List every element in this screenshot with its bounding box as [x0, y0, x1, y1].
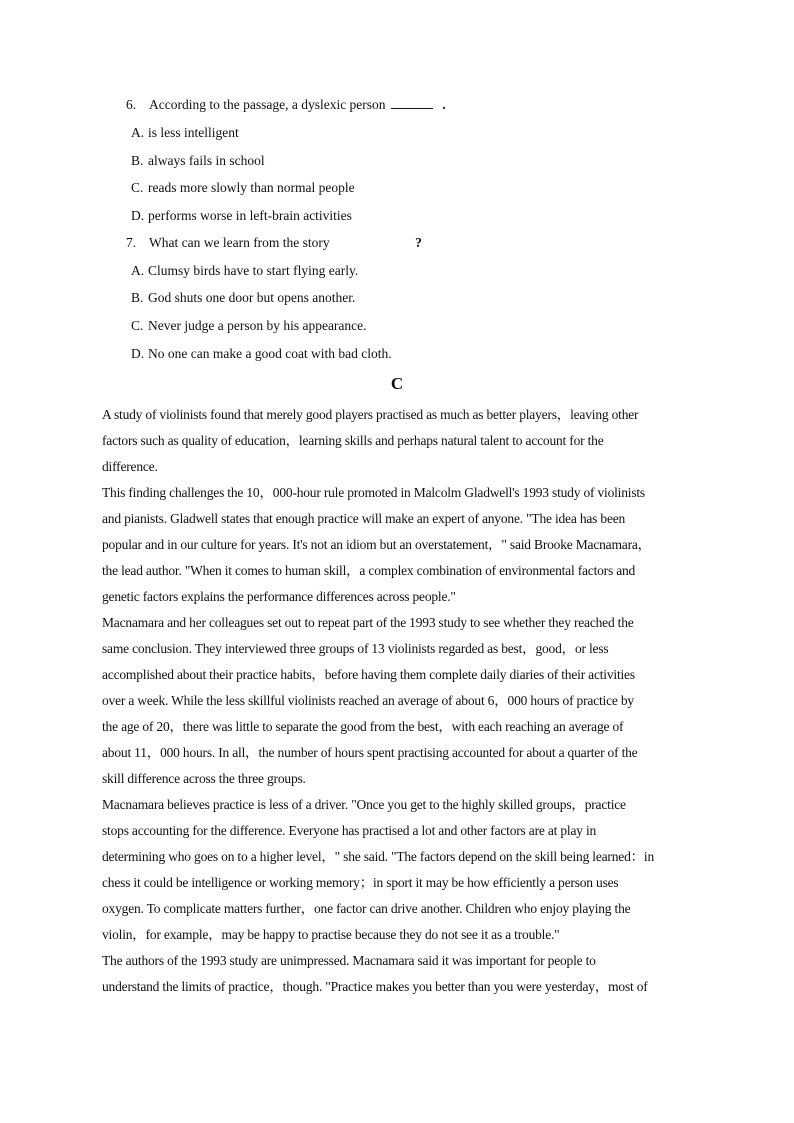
option-6b: [131, 152, 265, 170]
passage-line: chess it could be intelligence or working memory；in sport it may be how efficiently a person uses: [102, 875, 619, 890]
passage-line: the lead author. "When it comes to human skill，a complex combination of environmental factors and: [102, 563, 636, 578]
passage-line: and pianists. Gladwell states that enough practice will make an expert of anyone. "The idea has been: [102, 511, 626, 526]
option-6c: [131, 179, 355, 197]
passage-line: difference.: [102, 459, 158, 474]
passage-c: [102, 406, 692, 1004]
question-7-stem: [126, 234, 422, 252]
question-text: What can we learn from the story: [149, 235, 330, 250]
option-7b: [131, 289, 355, 307]
option-letter: A.: [131, 125, 145, 140]
option-7d: [131, 345, 392, 363]
passage-line: Macnamara believes practice is less of a driver. "Once you get to the highly skilled groups，practice: [102, 797, 626, 812]
question-punctuation: ?: [415, 235, 422, 250]
passage-line: violin，for example，may be happy to practise because they do not see it as a trouble.": [102, 927, 560, 942]
option-text: God shuts one door but opens another.: [148, 290, 356, 305]
option-letter: D.: [131, 346, 145, 361]
passage-line: skill difference across the three groups.: [102, 771, 306, 786]
passage-line: same conclusion. They interviewed three groups of 13 violinists regarded as best，good，or less: [102, 641, 609, 656]
question-number: 7.: [126, 235, 137, 250]
option-text: No one can make a good coat with bad cloth.: [148, 346, 392, 361]
option-6a: [131, 124, 239, 142]
option-text: Never judge a person by his appearance.: [148, 318, 367, 333]
option-letter: D.: [131, 208, 145, 223]
section-heading: C: [390, 374, 404, 393]
passage-line: The authors of the 1993 study are unimpressed. Macnamara said it was important for people to: [102, 953, 596, 968]
option-text: performs worse in left-brain activities: [148, 208, 352, 223]
passage-line: oxygen. To complicate matters further，one factor can drive another. Children who enjoy playing the: [102, 901, 631, 916]
option-letter: B.: [131, 290, 144, 305]
passage-line: understand the limits of practice，though. "Practice makes you better than you were yesterday，most of: [102, 979, 648, 994]
passage-line: A study of violinists found that merely good players practised as much as better players，leaving other: [102, 407, 639, 422]
question-6-stem: [126, 96, 446, 114]
passage-line: stops accounting for the difference. Everyone has practised a lot and other factors are at play in: [102, 823, 597, 838]
option-text: always fails in school: [148, 153, 265, 168]
option-7a: [131, 262, 358, 280]
option-6d: [131, 207, 352, 225]
passage-line: genetic factors explains the performance differences across people.": [102, 589, 456, 604]
question-number: 6.: [126, 97, 137, 112]
passage-line: This finding challenges the 10，000-hour rule promoted in Malcolm Gladwell's 1993 study of violinists: [102, 485, 645, 500]
passage-line: over a week. While the less skillful violinists reached an average of about 6，000 hours of practice by: [102, 693, 634, 708]
passage-line: about 11，000 hours. In all，the number of hours spent practising accounted for about a quarter of the: [102, 745, 638, 760]
passage-line: the age of 20，there was little to separate the good from the best，with each reaching an average of: [102, 719, 624, 734]
passage-line: accomplished about their practice habits，before having them complete daily diaries of their activities: [102, 667, 635, 682]
passage-line: popular and in our culture for years. It's not an idiom but an overstatement，" said Brooke Macnamara，: [102, 537, 651, 552]
option-letter: A.: [131, 263, 145, 278]
option-letter: C.: [131, 180, 144, 195]
option-text: reads more slowly than normal people: [148, 180, 355, 195]
answer-blank: [391, 96, 433, 109]
option-text: Clumsy birds have to start flying early.: [148, 263, 359, 278]
passage-line: factors such as quality of education，learning skills and perhaps natural talent to account for the: [102, 433, 604, 448]
passage-line: Macnamara and her colleagues set out to repeat part of the 1993 study to see whether they reached the: [102, 615, 634, 630]
question-punctuation: .: [442, 97, 446, 112]
option-7c: [131, 317, 367, 335]
option-text: is less intelligent: [148, 125, 239, 140]
question-text: According to the passage, a dyslexic person: [149, 97, 386, 112]
passage-line: determining who goes on to a higher level，" she said. "The factors depend on the skill being learned：in: [102, 849, 655, 864]
option-letter: C.: [131, 318, 144, 333]
option-letter: B.: [131, 153, 144, 168]
